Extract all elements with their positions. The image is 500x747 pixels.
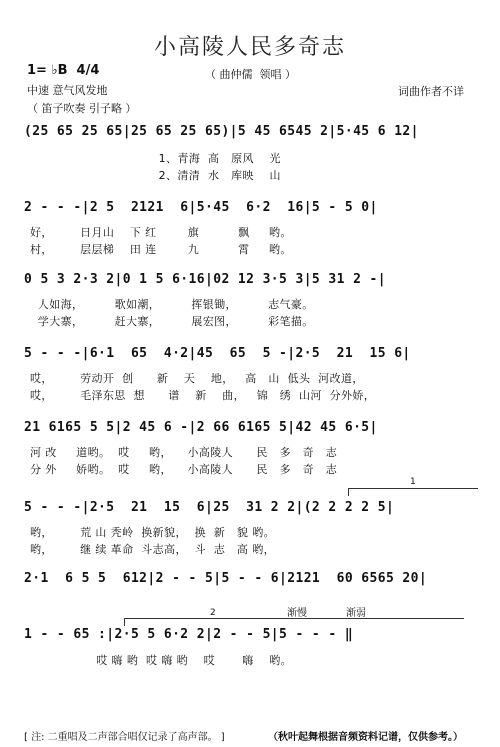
notation-line: 1 - - 65 :|2·5 5 6·2 2|2 - - 5|5 - - - ‖ — [24, 627, 354, 642]
lyric-line: 河 改 道哟。 哎 哟， 小高陵人 民 多 奇 志 — [30, 446, 338, 459]
volta-bracket-tick — [348, 488, 349, 496]
intro-note: （ 笛子吹奏 引子略 ） — [27, 102, 137, 115]
lyric-line: 好， 日月山 下 红 旗 飘 哟。 — [30, 226, 292, 239]
lyric-line: 哟， 继 续 革命 斗志高， 斗 志 高 哟， — [30, 543, 276, 556]
lyric-line: 2、清清 水 库映 山 — [30, 169, 281, 182]
notation-line: 5 - - -|2·5 21 15 6|25 31 2 2|(2 2 2 2 5| — [24, 500, 395, 515]
lyric-line: 村， 层层梯 田 连 九 霄 哟。 — [30, 243, 292, 256]
lyric-line: 哎， 劳动开 创 新 天 地， 高 山 低头 河改道， — [30, 372, 364, 385]
song-title: 小高陵人民多奇志 — [153, 35, 346, 60]
lyric-line: 人如海， 歌如潮， 挥银锄， 志气豪。 — [30, 298, 314, 311]
volta-bracket — [348, 488, 478, 489]
volta-number: 1 — [410, 477, 416, 487]
notation-line: 0 5 3 2·3 2|0 1 5 6·16|02 12 3·5 3|5 31 2 -| — [24, 272, 386, 287]
tempo-marking: 中速 意气风发地 — [27, 84, 108, 97]
composer-credit: 词曲作者不详 — [398, 85, 464, 98]
notation-line: 5 - - -|6·1 65 4·2|45 65 5 -|2·5 21 15 6| — [24, 346, 411, 361]
diminuendo-marking: 渐弱 — [346, 608, 366, 619]
key-signature: 1= ♭B 4/4 — [27, 63, 100, 78]
singer-credit: （ 曲仲儒 领唱 ） — [205, 68, 296, 81]
ritardando-marking: 渐慢 — [287, 608, 307, 619]
footnote: [ 注: 二重唱及二声部合唱仅记录了高声部。 ] — [24, 732, 225, 743]
lyric-line: 分 外 娇哟。 哎 哟， 小高陵人 民 多 奇 志 — [30, 463, 338, 476]
lyric-line: 哟， 荒 山 秃岭 换新貌， 换 新 貌 哟。 — [30, 526, 276, 539]
lyric-line: 哎， 毛泽东思 想 谱 新 曲， 锦 绣 山河 分外娇， — [30, 389, 376, 402]
notation-line: 21 6165 5 5|2 45 6 -|2 66 6165 5|42 45 6·5| — [24, 420, 378, 435]
volta-bracket-tick — [124, 618, 125, 626]
lyric-line: 1、青海 高 原风 光 — [30, 152, 281, 165]
lyric-line: 哎 嗨 哟 哎 嗨 哟 哎 嗨 哟。 — [30, 654, 293, 667]
lyric-line: 学大寨， 赶大寨， 展宏图， 彩笔描。 — [30, 315, 314, 328]
transcription-note: （秋叶起舞根据音频资料记谱，仅供参考。） — [268, 732, 463, 743]
notation-line: 2·1 6 5 5 612|2 - - 5|5 - - 6|2121 60 6565 20| — [24, 571, 428, 586]
notation-line: 2 - - -|2 5 2121 6|5·45 6·2 16|5 - 5 0| — [24, 200, 378, 215]
volta-number: 2 — [210, 608, 216, 618]
notation-line: (25 65 25 65|25 65 25 65)|5 45 6545 2|5·45 6 12| — [24, 124, 419, 139]
